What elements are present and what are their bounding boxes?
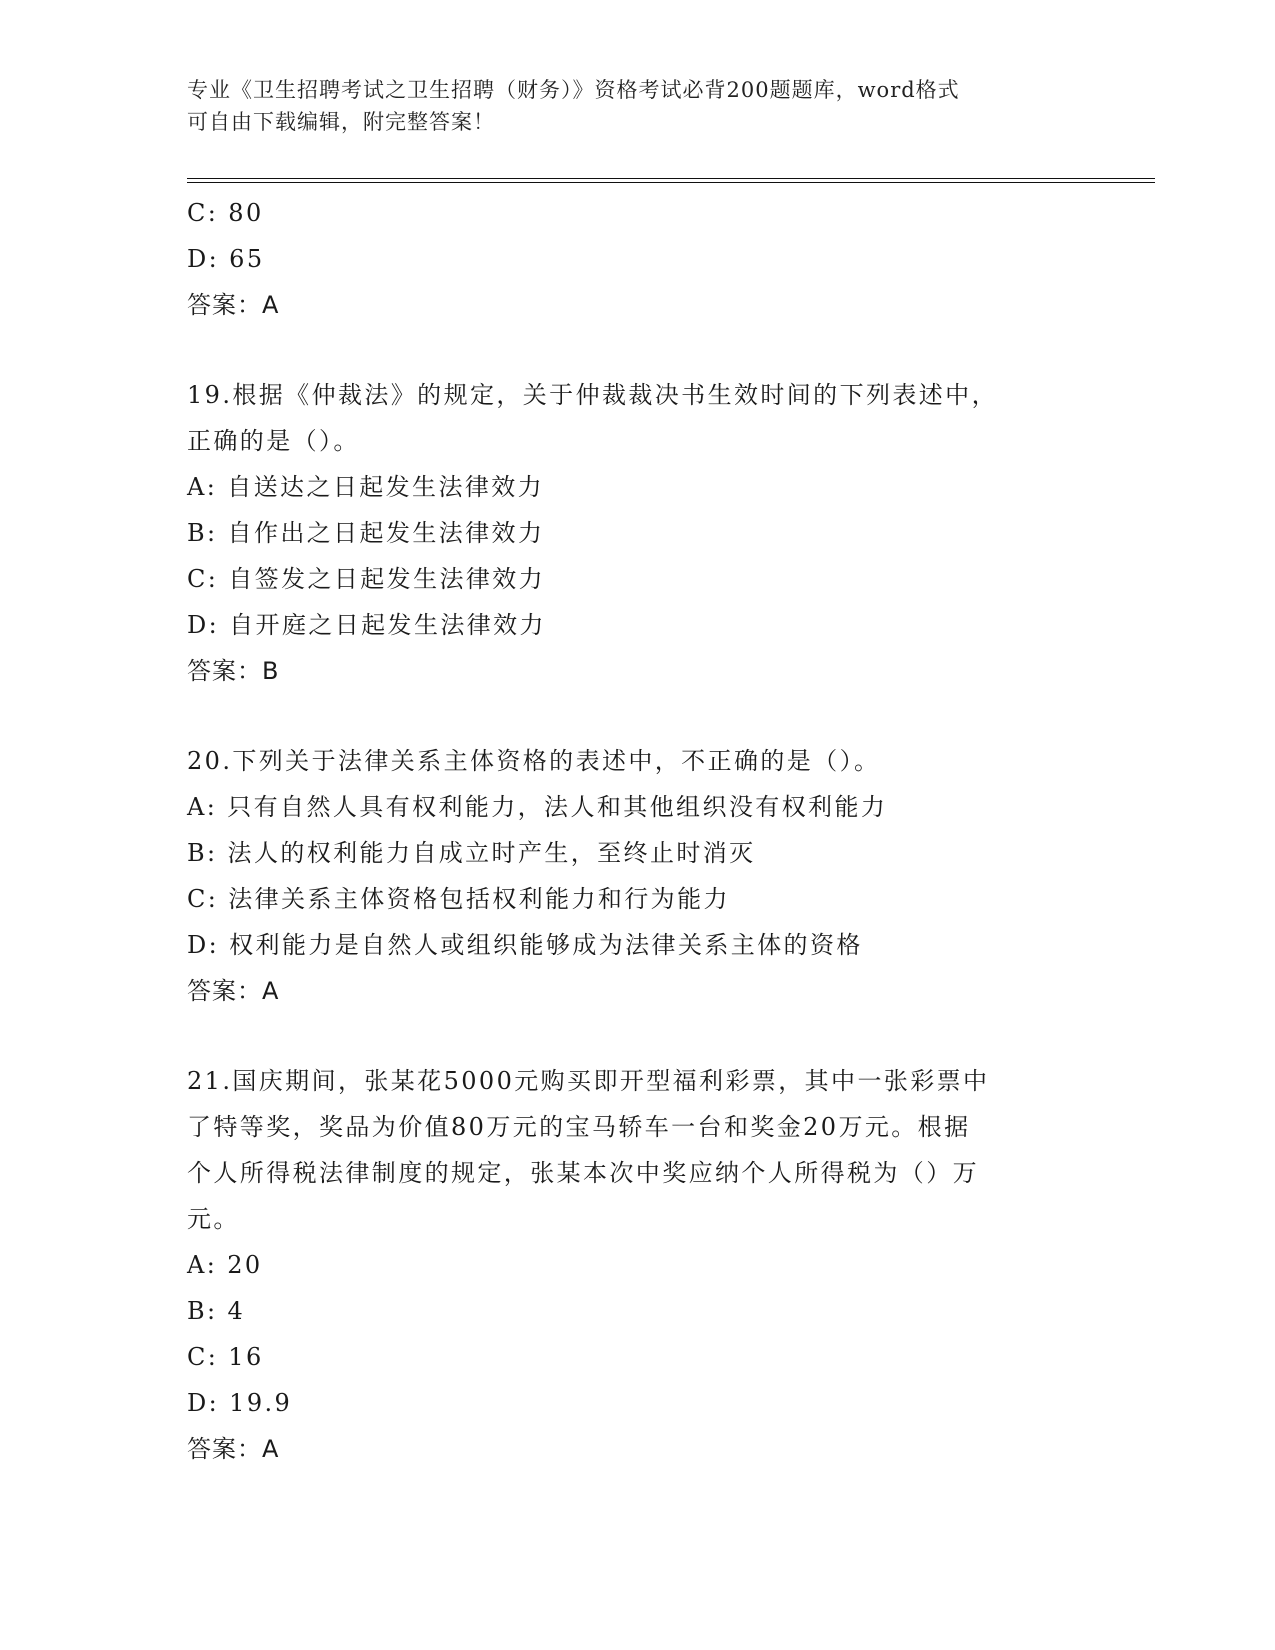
header-divider-bottom	[187, 182, 1155, 183]
question-text-line: 20.下列关于法律关系主体资格的表述中，不正确的是（）。	[187, 747, 881, 775]
option-d: D: 65	[187, 245, 265, 273]
option-b: B: 自作出之日起发生法律效力	[187, 519, 545, 547]
answer-line: 答案：A	[187, 291, 280, 319]
answer-line: 答案：B	[187, 657, 280, 685]
header-line-1: 专业《卫生招聘考试之卫生招聘（财务）》资格考试必背200题题库，word格式	[187, 78, 960, 102]
question-text-line: 元。	[187, 1205, 240, 1233]
option-a: A: 20	[187, 1251, 263, 1279]
question-text-line: 21.国庆期间，张某花5000元购买即开型福利彩票，其中一张彩票中	[187, 1067, 990, 1095]
option-d: D: 自开庭之日起发生法律效力	[187, 611, 546, 639]
carryover-block	[187, 190, 1067, 328]
question-text-line: 个人所得税法律制度的规定，张某本次中奖应纳个人所得税为（）万	[187, 1159, 979, 1187]
option-a: A: 只有自然人具有权利能力，法人和其他组织没有权利能力	[187, 793, 888, 821]
answer-line: 答案：A	[187, 1435, 280, 1463]
document-header	[187, 74, 1067, 138]
question-19	[187, 372, 1067, 694]
spacer	[187, 694, 1067, 738]
option-b: B: 法人的权利能力自成立时产生，至终止时消灭	[187, 839, 756, 867]
question-content	[187, 190, 1067, 1472]
option-d: D: 权利能力是自然人或组织能够成为法律关系主体的资格	[187, 931, 863, 959]
question-text-line: 正确的是（）。	[187, 427, 360, 455]
question-20	[187, 738, 1067, 1014]
option-a: A: 自送达之日起发生法律效力	[187, 473, 545, 501]
option-c: C: 自签发之日起发生法律效力	[187, 565, 546, 593]
spacer	[187, 1014, 1067, 1058]
header-line-2: 可自由下载编辑，附完整答案！	[187, 110, 495, 134]
option-d: D: 19.9	[187, 1389, 293, 1417]
answer-line: 答案：A	[187, 977, 280, 1005]
option-c: C: 80	[187, 199, 264, 227]
header-divider-top	[187, 178, 1155, 179]
option-c: C: 16	[187, 1343, 264, 1371]
question-text-line: 19.根据《仲裁法》的规定，关于仲裁裁决书生效时间的下列表述中，	[187, 381, 998, 409]
option-b: B: 4	[187, 1297, 246, 1325]
spacer	[187, 328, 1067, 372]
option-c: C: 法律关系主体资格包括权利能力和行为能力	[187, 885, 730, 913]
question-21	[187, 1058, 1067, 1472]
question-text-line: 了特等奖，奖品为价值80万元的宝马轿车一台和奖金20万元。根据	[187, 1113, 971, 1141]
